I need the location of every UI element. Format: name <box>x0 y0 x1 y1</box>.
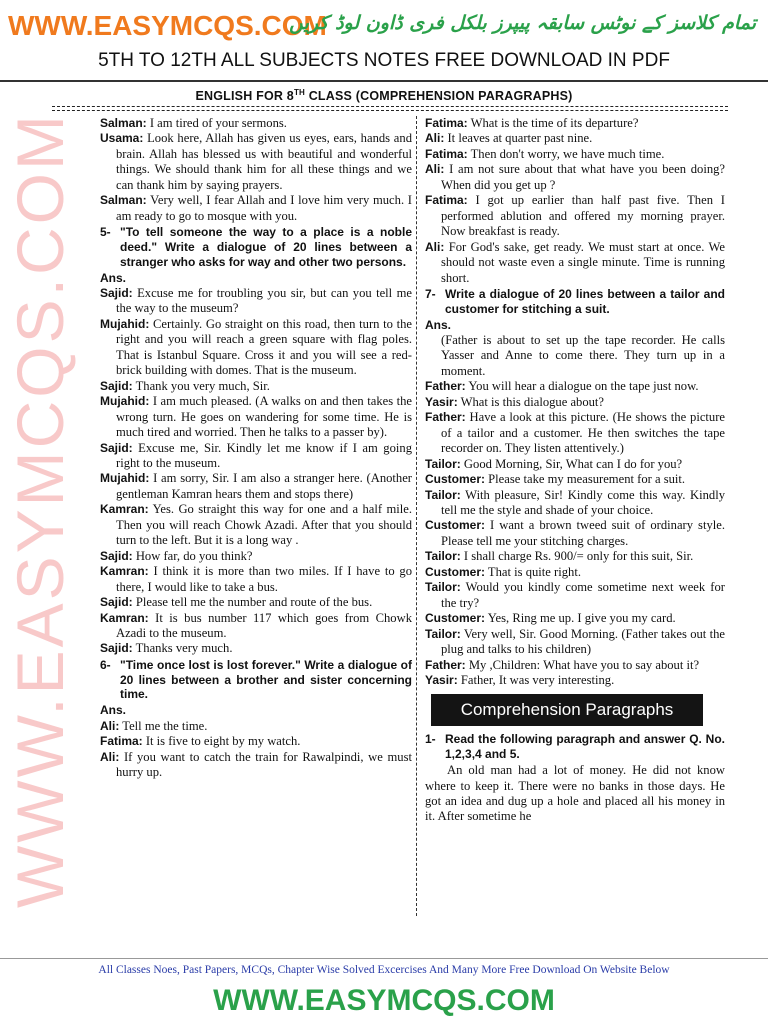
speaker-name: Tailor: <box>425 549 461 564</box>
dialogue-text: Then don't worry, we have much time. <box>467 146 665 161</box>
dialogue-line <box>425 627 725 658</box>
dialogue-line <box>100 193 412 224</box>
speaker-name: Sajid: <box>100 286 133 301</box>
dialogue-line <box>100 502 412 548</box>
dialogue-line <box>100 379 412 394</box>
dialogue-text: For God's sake, get ready. We must start at once. We should not waste even a single minute. Time is running short. <box>441 239 725 285</box>
dialogue-text: What is this dialogue about? <box>457 394 605 409</box>
speaker-name: Customer: <box>425 564 486 579</box>
site-banner <box>0 0 768 82</box>
dialogue-line <box>425 658 725 673</box>
speaker-name: Fatima: <box>425 193 468 208</box>
dialogue-line <box>100 549 412 564</box>
banner-divider <box>0 80 768 82</box>
dialogue-text: Father, It was very interesting. <box>457 673 615 687</box>
speaker-name: Kamran: <box>100 502 149 517</box>
speaker-name: Ali: <box>425 239 445 254</box>
dialogue-text: You will hear a dialogue on the tape just now. <box>465 379 699 394</box>
speaker-name: Sajid: <box>100 595 133 610</box>
speaker-name: Tailor: <box>425 456 461 471</box>
dialogue-line <box>100 116 412 131</box>
dialogue-line <box>425 673 725 688</box>
dialogue-line <box>100 286 412 317</box>
speaker-name: Fatima: <box>100 734 143 749</box>
dialogue-line <box>100 641 412 656</box>
dialogue-line <box>425 147 725 162</box>
speaker-name: Kamran: <box>100 564 149 579</box>
answer-label: Ans. <box>100 270 127 285</box>
footer-site-title[interactable]: WWW.EASYMCQS.COM <box>213 984 555 1017</box>
speaker-name: Mujahid: <box>100 471 150 486</box>
dialogue-text: Would you kindly come sometime next week for the try? <box>441 580 725 610</box>
speaker-name: Sajid: <box>100 440 133 455</box>
watermark: WWW.EASYMCQS.COM <box>3 112 77 908</box>
dialogue-line <box>100 471 412 502</box>
speaker-name: Father: <box>425 657 466 672</box>
column-divider <box>416 116 417 916</box>
dialogue-text: I am much pleased. (A walks on and then takes the wrong turn. He goes on wandering for some time. He is much tired and worried. Then he talks to a passer by). <box>116 394 412 440</box>
dialogue-text: What is the time of its departure? <box>467 116 639 130</box>
dialogue-line <box>425 395 725 410</box>
dialogue-line <box>100 564 412 595</box>
dialogue-text: Excuse me for troubling you sir, but can you tell me the way to the museum? <box>116 286 412 316</box>
heading-rule <box>52 110 728 111</box>
body-paragraph: An old man had a lot of money. He did not know where to keep it. There were no banks in those days. He got an idea and dug up a hole and placed all his money in it. After sometime he <box>425 763 725 824</box>
speaker-name: Father: <box>425 379 466 394</box>
dialogue-line <box>425 116 725 131</box>
dialogue-text: Please take my measurement for a suit. <box>485 472 686 487</box>
dialogue-line <box>100 131 412 193</box>
dialogue-text: Good Morning, Sir, What can I do for you? <box>460 456 683 471</box>
speaker-name: Yasir: <box>425 673 458 687</box>
dialogue-line <box>425 611 725 626</box>
speaker-name: Sajid: <box>100 548 133 563</box>
dialogue-text: Tell me the time. <box>119 718 208 733</box>
speaker-name: Sajid: <box>100 378 133 393</box>
dialogue-line <box>425 488 725 519</box>
dialogue-text: Thank you very much, Sir. <box>132 378 270 393</box>
dialogue-line <box>425 193 725 239</box>
dialogue-line <box>425 565 725 580</box>
speaker-name: Mujahid: <box>100 316 150 331</box>
dialogue-text: I want a brown tweed suit of ordinary style. Please tell me your stitching charges. <box>441 518 725 548</box>
question <box>425 287 725 317</box>
page-heading-pre: ENGLISH FOR 8 <box>195 89 294 104</box>
dialogue-text: How far, do you think? <box>132 548 253 563</box>
dialogue-text: I think it is more than two miles. If I have to go there, I would like to take a bus. <box>116 564 412 594</box>
dialogue-line <box>100 595 412 610</box>
speaker-name: Tailor: <box>425 580 461 595</box>
dialogue-line <box>100 719 412 734</box>
page-heading <box>0 88 768 103</box>
dialogue-text: Look here, Allah has given us eyes, ears, hands and brain. Allah has blessed us with beautiful and wonderful things. We should thank him for all these things and we can thank him by saying prayers. <box>116 131 412 192</box>
dialogue-line <box>425 162 725 193</box>
speaker-name: Customer: <box>425 611 486 626</box>
speaker-name: Ali: <box>100 718 120 733</box>
question <box>100 225 412 269</box>
dialogue-text: Thanks very much. <box>132 641 233 656</box>
answer-label: Ans. <box>100 703 127 718</box>
dialogue-text: Yes, Ring me up. I give you my card. <box>485 611 676 626</box>
question-text: "Time once lost is lost forever." Write a dialogue of 20 lines between a brother and sister concerning time. <box>120 657 412 702</box>
question <box>425 732 725 762</box>
dialogue-line <box>425 410 725 456</box>
question-text: "To tell someone the way to a place is a noble deed." Write a dialogue of 20 lines between a stranger who asks for way and other two persons. <box>120 225 412 269</box>
dialogue-text: I shall charge Rs. 900/= only for this suit, Sir. <box>460 549 694 564</box>
dialogue-line <box>425 518 725 549</box>
speaker-name: Ali: <box>425 131 445 146</box>
banner-subtitle: 5TH TO 12TH ALL SUBJECTS NOTES FREE DOWNLOAD IN PDF <box>98 50 670 71</box>
speaker-name: Customer: <box>425 518 486 533</box>
dialogue-text: Please tell me the number and route of the bus. <box>132 595 373 610</box>
dialogue-text: It is bus number 117 which goes from Chowk Azadi to the museum. <box>116 610 412 640</box>
dialogue-line <box>425 472 725 487</box>
stage-direction: (Father is about to set up the tape recorder. He calls Yasser and Anne to come there. They turn up in a moment. <box>441 333 725 378</box>
dialogue-text: Very well, I fear Allah and I love him very much. I am ready to go to mosque with you. <box>116 193 412 223</box>
dialogue-text: That is quite right. <box>485 564 581 579</box>
question-number: 5- <box>100 225 111 240</box>
dialogue-text: It leaves at quarter past nine. <box>444 131 593 146</box>
page-heading-sup: TH <box>293 88 306 97</box>
dialogue-line <box>100 317 412 379</box>
dialogue-text: Very well, Sir. Good Morning. (Father takes out the plug and talks to his children) <box>441 626 725 657</box>
dialogue-line <box>100 734 412 749</box>
heading-rule <box>52 106 728 107</box>
speaker-name: Customer: <box>425 472 486 487</box>
answer-label: Ans. <box>425 317 452 332</box>
speaker-name: Father: <box>425 410 466 425</box>
dialogue-text: I got up earlier than half past five. Then I performed ablution and offered my morning prayer. Now breakfast is ready. <box>441 193 725 239</box>
right-column <box>425 116 725 825</box>
dialogue-text: Yes. Go straight this way for one and a half mile. Then you will reach Chowk Azadi. After that you should turn to the left. But it is a long way . <box>116 502 412 548</box>
question-text: Write a dialogue of 20 lines between a tailor and customer for stitching a suit. <box>445 286 725 316</box>
dialogue-line <box>425 457 725 472</box>
speaker-name: Salman: <box>100 193 147 208</box>
speaker-name: Yasir: <box>425 394 458 409</box>
site-title[interactable]: WWW.EASYMCQS.COM <box>8 10 327 41</box>
dialogue-text: It is five to eight by my watch. <box>142 734 301 749</box>
speaker-name: Ali: <box>425 162 445 177</box>
dialogue-text: Certainly. Go straight on this road, then turn to the right and you will reach a green square with flag poles. That is Istanbul Square. Cross it and you will see a red-brick building with domes. That is the museum. <box>116 316 412 378</box>
dialogue-text: I am not sure about that what have you been doing? When did you get up ? <box>441 162 725 192</box>
speaker-name: Usama: <box>100 131 144 146</box>
dialogue-line <box>100 394 412 440</box>
left-column <box>100 116 412 781</box>
dialogue-line <box>425 549 725 564</box>
footer-divider <box>0 958 768 959</box>
speaker-name: Tailor: <box>425 626 461 641</box>
dialogue-text: Have a look at this picture. (He shows the picture of a tailor and a customer. He then switches the tape recorder on. They listen attentively.) <box>441 410 725 456</box>
page-heading-post: CLASS (COMPREHENSION PARAGRAPHS) <box>305 89 573 104</box>
dialogue-line <box>425 131 725 146</box>
dialogue-line <box>425 379 725 394</box>
speaker-name: Mujahid: <box>100 394 150 409</box>
footer-note: All Classes Noes, Past Papers, MCQs, Chapter Wise Solved Excercises And Many More Free Download On Website Below <box>98 964 670 976</box>
question-text: Read the following paragraph and answer Q. No. 1,2,3,4 and 5. <box>445 732 725 762</box>
dialogue-text: My ,Children: What have you to say about it? <box>465 657 700 672</box>
speaker-name: Salman: <box>100 116 147 130</box>
speaker-name: Kamran: <box>100 610 149 625</box>
dialogue-line <box>425 240 725 286</box>
question-number: 1- <box>425 732 436 747</box>
speaker-name: Ali: <box>100 749 120 764</box>
question-number: 7- <box>425 286 436 301</box>
speaker-name: Fatima: <box>425 116 468 130</box>
urdu-tagline: تمام کلاسز کے نوٹس سابقہ پیپرز بلکل فری ڈاون لوڈ کریں <box>289 12 756 34</box>
dialogue-line <box>100 750 412 781</box>
dialogue-line <box>100 441 412 472</box>
dialogue-text: If you want to catch the train for Rawalpindi, we must hurry up. <box>116 749 412 780</box>
speaker-name: Fatima: <box>425 146 468 161</box>
question-number: 6- <box>100 657 111 672</box>
dialogue-line <box>425 580 725 611</box>
speaker-name: Tailor: <box>425 487 461 502</box>
dialogue-text: With pleasure, Sir! Kindly come this way. Kindly tell me the style and shade of your choice. <box>441 487 725 518</box>
speaker-name: Sajid: <box>100 641 133 656</box>
dialogue-text: Excuse me, Sir. Kindly let me know if I am going right to the museum. <box>116 440 412 470</box>
dialogue-text: I am tired of your sermons. <box>146 116 287 130</box>
section-banner: Comprehension Paragraphs <box>431 694 703 726</box>
dialogue-text: I am sorry, Sir. I am also a stranger here. (Another gentleman Kamran hears them and stops there) <box>116 471 412 501</box>
dialogue-line <box>100 611 412 642</box>
question <box>100 658 412 702</box>
